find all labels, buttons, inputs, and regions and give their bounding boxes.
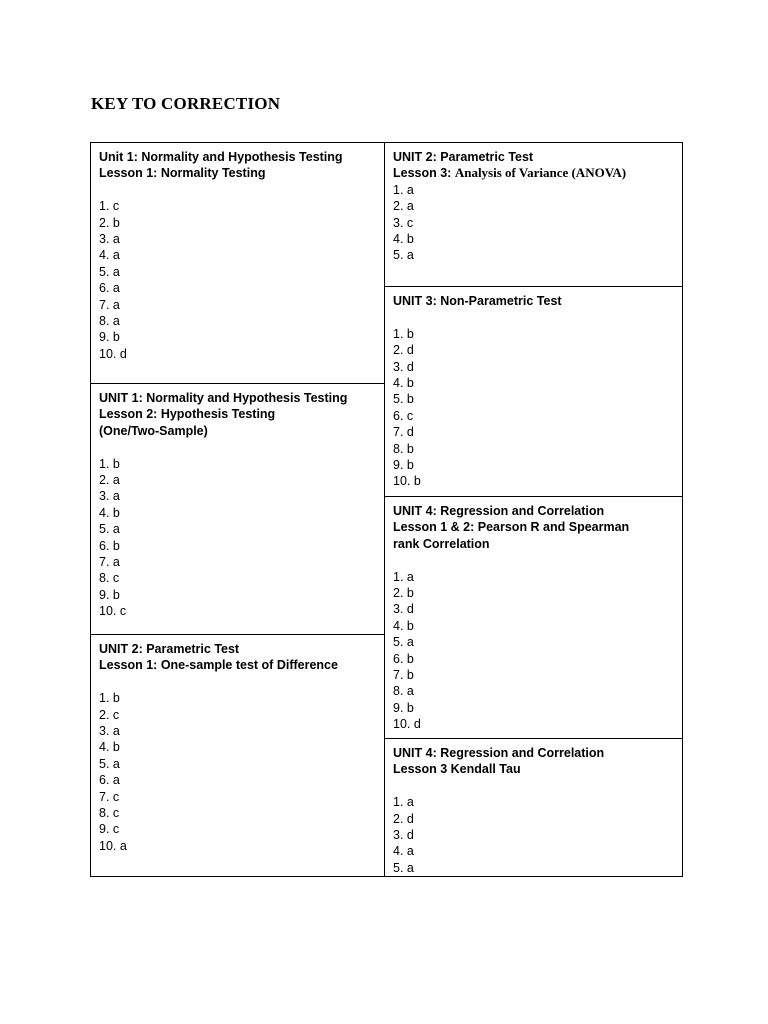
answer-item: 9. b (393, 700, 414, 715)
lesson-title: Lesson 2: Hypothesis Testing (99, 407, 276, 422)
answer-item: 5. a (393, 860, 414, 875)
answer-item: 10. b (393, 474, 421, 489)
answer-item: 4. a (99, 248, 120, 263)
unit-title: UNIT 1: Normality and Hypothesis Testing (99, 391, 348, 405)
answer-item: 7. a (99, 555, 120, 570)
answer-item: 6. c (393, 408, 414, 423)
answer-item: 7. d (393, 425, 414, 440)
lesson-title: Lesson 1: One-sample test of Difference (99, 658, 338, 673)
answer-key-unit1-lesson2 (90, 383, 385, 635)
answer-key-unit4-lesson3 (384, 738, 683, 877)
answer-item: 6. b (393, 651, 414, 666)
answer-item: 8. c (99, 571, 120, 586)
section-heading (99, 149, 376, 182)
answer-item: 4. b (99, 740, 120, 755)
answer-item: 3. d (393, 359, 414, 374)
unit-title: UNIT 3: Non-Parametric Test (393, 294, 562, 308)
answer-item: 9. b (99, 330, 120, 345)
answer-item: 4. a (393, 844, 414, 859)
answer-key-unit4-lesson1-2 (384, 496, 683, 739)
answer-item: 8. b (393, 441, 414, 456)
answer-item: 8. a (393, 684, 414, 699)
answer-item: 10. a (99, 838, 127, 853)
unit-title: UNIT 2: Parametric Test (99, 642, 240, 656)
answer-item: 5. a (99, 756, 120, 771)
answer-item: 6. b (99, 538, 120, 553)
answer-item: 3. a (99, 232, 120, 247)
answer-item: 2. d (393, 811, 414, 826)
answer-item: 1. b (393, 326, 414, 341)
answer-item: 7. c (99, 789, 120, 804)
answer-item: 2. c (99, 707, 120, 722)
answer-item: 4. b (393, 232, 414, 247)
answer-list (393, 794, 674, 876)
unit-title: UNIT 2: Parametric Test (393, 150, 534, 164)
section-heading (99, 390, 376, 439)
answer-item: 3. d (393, 828, 414, 843)
answer-item: 6. a (99, 773, 120, 788)
lesson-subtitle: rank Correlation (393, 536, 490, 551)
answer-item: 5. b (393, 392, 414, 407)
answer-item: 3. d (393, 602, 414, 617)
lesson-name: Analysis of Variance (ANOVA) (454, 165, 627, 181)
answer-item: 2. b (99, 215, 120, 230)
section-heading (393, 149, 674, 182)
lesson-subtitle: (One/Two-Sample) (99, 423, 208, 438)
answer-item: 6. a (99, 281, 120, 296)
answer-list (393, 569, 674, 733)
answer-item: 10. d (99, 346, 127, 361)
answer-item: 3. c (393, 215, 414, 230)
section-heading (393, 503, 674, 552)
answer-item: 1. c (99, 199, 120, 214)
answer-key-unit1-lesson1 (90, 142, 385, 384)
answer-item: 5. a (393, 635, 414, 650)
unit-title: Unit 1: Normality and Hypothesis Testing (99, 150, 343, 164)
lesson-title: Lesson 1: Normality Testing (99, 166, 266, 181)
answer-item: 5. a (99, 264, 120, 279)
answer-item: 1. a (393, 795, 414, 810)
answer-item: 1. a (393, 569, 414, 584)
answer-item: 2. d (393, 343, 414, 358)
lesson-title (393, 165, 674, 181)
answer-item: 8. c (99, 806, 120, 821)
unit-title: UNIT 4: Regression and Correlation (393, 504, 605, 518)
answer-item: 5. a (99, 522, 120, 537)
answer-item: 4. b (99, 505, 120, 520)
section-heading (393, 745, 674, 778)
answer-list (393, 182, 674, 264)
answer-item: 7. a (99, 297, 120, 312)
lesson-title: Lesson 1 & 2: Pearson R and Spearman (393, 520, 630, 535)
answer-item: 3. a (99, 724, 120, 739)
page-title: KEY TO CORRECTION (91, 94, 281, 113)
answer-list (99, 198, 376, 362)
answer-item: 10. d (393, 717, 421, 732)
answer-item: 2. a (99, 473, 120, 488)
answer-item: 9. b (393, 458, 414, 473)
answer-item: 3. a (99, 489, 120, 504)
answer-item: 8. a (99, 314, 120, 329)
answer-list (99, 690, 376, 854)
answer-item: 1. b (99, 456, 120, 471)
section-heading (99, 641, 376, 674)
answer-item: 10. c (99, 604, 127, 619)
answer-list (99, 456, 376, 620)
lesson-title: Lesson 3 Kendall Tau (393, 762, 521, 777)
answer-item: 1. b (99, 691, 120, 706)
answer-key-unit2-lesson3 (384, 142, 683, 287)
answer-item: 2. b (393, 586, 414, 601)
answer-item: 2. a (393, 199, 414, 214)
answer-key-unit3 (384, 286, 683, 497)
lesson-prefix: Lesson 3: (393, 166, 455, 181)
answer-item: 9. b (99, 587, 120, 602)
answer-item: 5. a (393, 248, 414, 263)
answer-key-unit2-lesson1 (90, 634, 385, 877)
unit-title: UNIT 4: Regression and Correlation (393, 746, 605, 760)
answer-item: 4. b (393, 376, 414, 391)
answer-item: 1. a (393, 182, 414, 197)
answer-item: 7. b (393, 668, 414, 683)
answer-item: 4. b (393, 618, 414, 633)
answer-list (393, 326, 674, 490)
section-heading (393, 293, 674, 309)
answer-item: 9. c (99, 822, 120, 837)
